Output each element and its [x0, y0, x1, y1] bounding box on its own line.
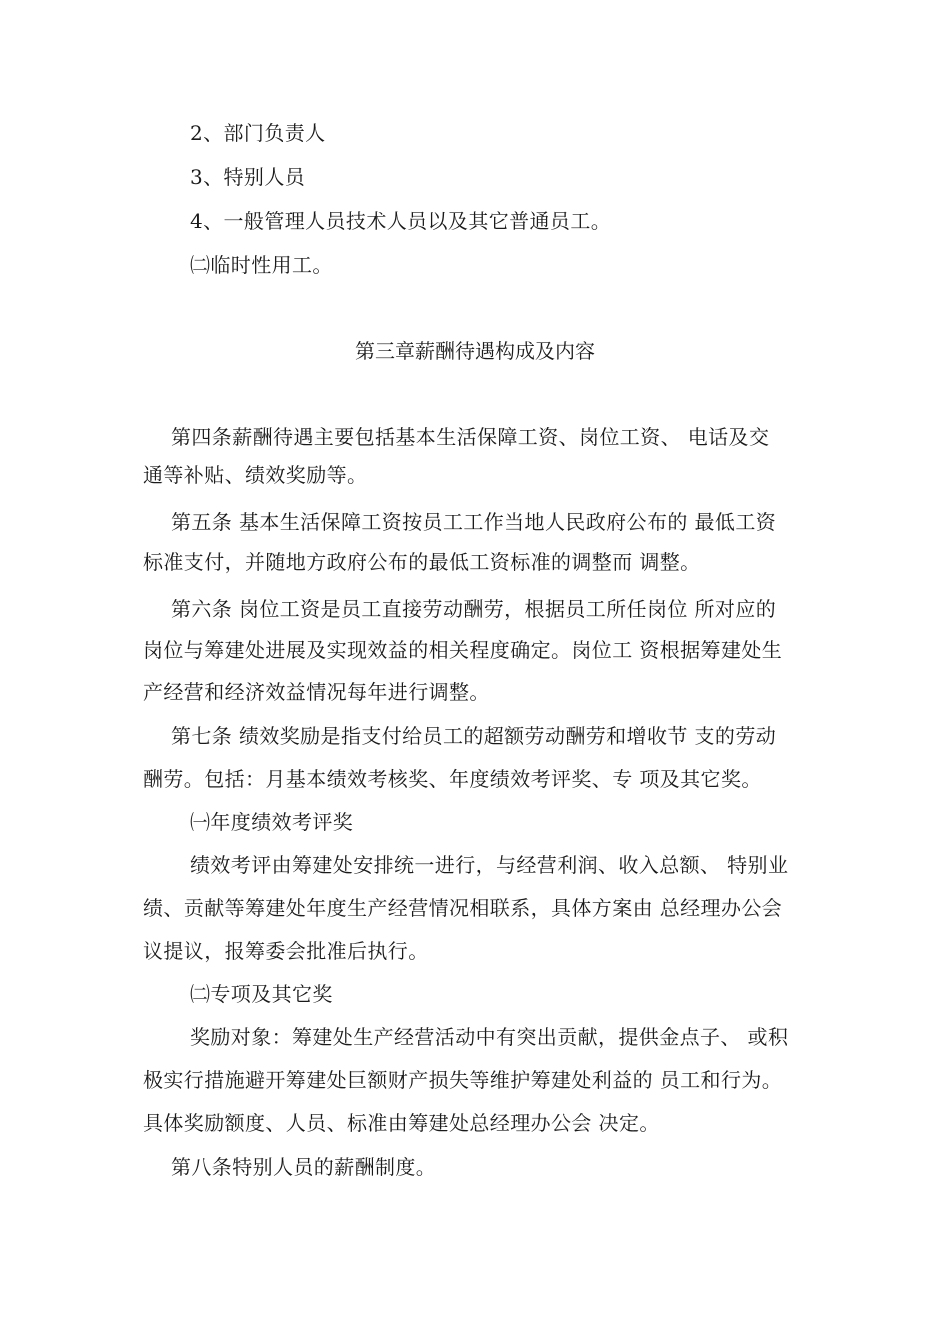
- annual-award-line-3: 议提议，报筹委会批准后执行。: [143, 939, 429, 963]
- subsection-special-award-title: ㈡专项及其它奖: [190, 982, 333, 1006]
- special-award-line-1: 奖励对象：筹建处生产经营活动中有突出贡献，提供金点子、 或积: [190, 1025, 789, 1049]
- list-item-temporary-labor: ㈡临时性用工。: [190, 253, 333, 277]
- list-item-general-staff: 4、一般管理人员技术人员以及其它普通员工。: [190, 209, 612, 233]
- article8-line: 第八条特别人员的薪酬制度。: [171, 1155, 437, 1179]
- article7-line-1: 第七条 绩效奖励是指支付给员工的超额劳动酬劳和增收节 支的劳动: [171, 724, 777, 748]
- article7-line-2: 酬劳。包括：月基本绩效考核奖、年度绩效考评奖、专 项及其它奖。: [143, 767, 762, 791]
- special-award-line-2: 极实行措施避开筹建处巨额财产损失等维护筹建处利益的 员工和行为。: [143, 1068, 783, 1092]
- article5-line-2: 标准支付，并随地方政府公布的最低工资标准的调整而 调整。: [143, 550, 701, 574]
- article4-line-1: 第四条薪酬待遇主要包括基本生活保障工资、岗位工资、 电话及交: [171, 425, 770, 449]
- annual-award-line-2: 绩、贡献等筹建处年度生产经营情况相联系，具体方案由 总经理办公会: [143, 896, 783, 920]
- chapter-title: 第三章薪酬待遇构成及内容: [355, 339, 595, 363]
- subsection-annual-award-title: ㈠年度绩效考评奖: [190, 810, 354, 834]
- article6-line-2: 岗位与筹建处进展及实现效益的相关程度确定。岗位工 资根据筹建处生: [143, 638, 783, 662]
- article5-line-1: 第五条 基本生活保障工资按员工工作当地人民政府公布的 最低工资: [171, 510, 777, 534]
- article6-line-3: 产经营和经济效益情况每年进行调整。: [143, 680, 490, 704]
- special-award-line-3: 具体奖励额度、人员、标准由筹建处总经理办公会 决定。: [143, 1111, 660, 1135]
- list-item-dept-head: 2、部门负责人: [190, 121, 326, 145]
- annual-award-line-1: 绩效考评由筹建处安排统一进行，与经营利润、收入总额、 特别业: [190, 853, 789, 877]
- list-item-special-staff: 3、特别人员: [190, 165, 306, 189]
- article4-line-2: 通等补贴、绩效奖励等。: [143, 463, 368, 487]
- article6-line-1: 第六条 岗位工资是员工直接劳动酬劳，根据员工所任岗位 所对应的: [171, 597, 777, 621]
